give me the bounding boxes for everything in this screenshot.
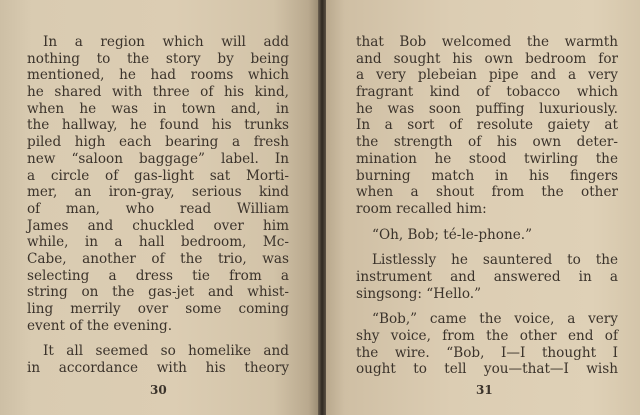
left-page-text — [27, 34, 289, 377]
text-line: when a shout from the other — [356, 184, 618, 201]
paragraph-gap — [356, 218, 618, 227]
text-line: Cabe, another of the trio, was — [27, 250, 289, 267]
text-line: In a region which will add — [43, 34, 289, 50]
paragraph-gap — [356, 302, 618, 311]
text-line: he shared with three of his kind, — [27, 84, 289, 101]
text-line: James and chuckled over him — [27, 217, 289, 234]
text-line: mentioned, he had rooms which — [27, 67, 289, 84]
text-line: burning match in his fingers — [356, 167, 618, 184]
text-line: string on the gas-jet and whist- — [27, 284, 289, 301]
text-line: when he was in town and, in — [27, 100, 289, 117]
text-line: shy voice, from the other end of — [356, 328, 618, 344]
text-line: the hallway, he found his trunks — [27, 117, 289, 134]
right-page-text — [356, 34, 618, 378]
text-line: a circle of gas-light sat Morti- — [27, 167, 289, 184]
text-line: and sought his own bedroom for — [356, 50, 618, 67]
paragraph-gap — [27, 334, 289, 343]
text-line: piled high each bearing a fresh — [27, 134, 289, 151]
text-line: singsong: “Hello.” — [356, 285, 482, 302]
text-line: ling merrily over some coming — [27, 301, 289, 317]
text-line: while, in a hall bedroom, Mc- — [27, 234, 289, 251]
text-line: of man, who read William — [27, 200, 289, 217]
text-line: in accordance with his theory — [27, 360, 289, 377]
text-line: instrument and answered in a — [356, 268, 618, 285]
right-page-number: 31 — [476, 383, 493, 397]
text-line: fragrant kind of tobacco which — [356, 84, 618, 101]
left-page — [0, 0, 318, 415]
text-line: “Oh, Bob; té-le-phone.” — [372, 226, 533, 243]
text-line: selecting a dress tie from a — [27, 267, 289, 284]
text-line: that Bob welcomed the warmth — [356, 34, 618, 50]
text-line: mer, an iron-gray, serious kind — [27, 184, 289, 201]
paragraph-gap — [356, 243, 618, 252]
text-line: new “saloon baggage” label. In — [27, 150, 289, 167]
left-page-number: 30 — [150, 383, 167, 397]
text-line: room recalled him: — [356, 200, 487, 217]
text-line: It all seemed so homelike and — [43, 343, 289, 360]
text-line: the strength of his own deter- — [356, 134, 618, 151]
text-line: In a sort of resolute gaiety at — [356, 117, 618, 134]
right-page — [326, 0, 640, 415]
text-line: event of the evening. — [27, 317, 173, 334]
text-line: mination he stood twirling the — [356, 150, 618, 167]
text-line: he was soon puffing luxuriously. — [356, 100, 618, 117]
book-gutter — [318, 0, 326, 415]
text-line: ought to tell you—that—I wish — [356, 361, 618, 378]
text-line: nothing to the story by being — [27, 50, 289, 67]
text-line: a very plebeian pipe and a very — [356, 67, 618, 84]
text-line: the wire. “Bob, I—I thought I — [356, 344, 618, 361]
text-line: “Bob,” came the voice, a very — [372, 311, 618, 328]
text-line: Listlessly he sauntered to the — [372, 252, 618, 269]
